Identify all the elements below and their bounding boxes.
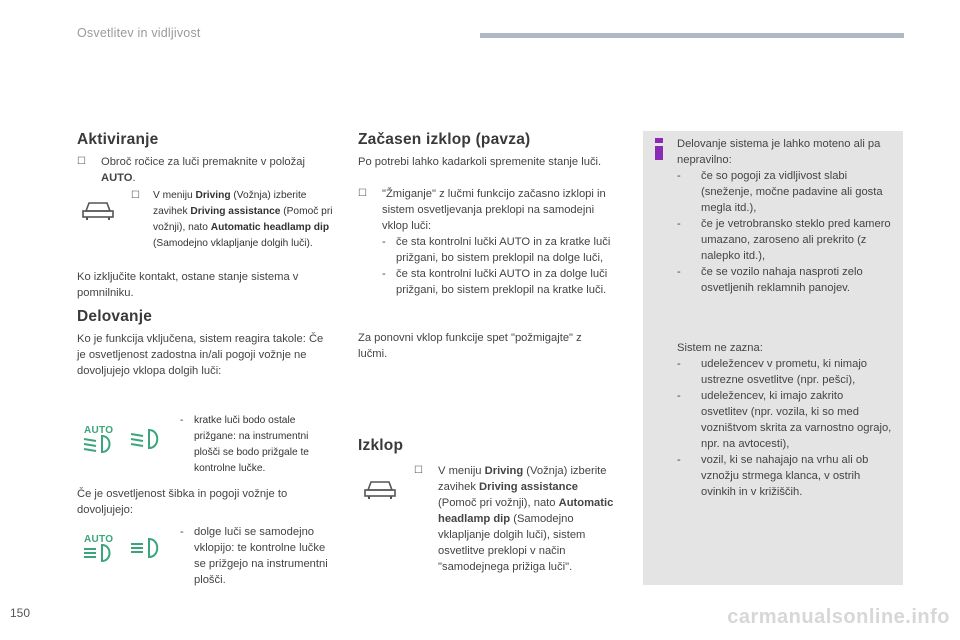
step-ring-auto: ☐ Obroč ročice za luči premaknite v položaj AUTO. bbox=[77, 156, 305, 184]
info-intro-2: Sistem ne zazna: bbox=[677, 342, 763, 354]
checkbox-bullet-icon: ☐ bbox=[131, 190, 140, 201]
info-icon bbox=[653, 138, 665, 160]
chapter-title: Osvetlitev in vidljivost bbox=[77, 26, 201, 40]
case-high-beam: - dolge luči se samodejno vklopijo: te kontrolne lučke se prižgejo na instrumentni plošči. bbox=[180, 526, 328, 586]
heading-delovanje: Delovanje bbox=[77, 308, 153, 325]
info-intro: Delovanje sistema je lahko moteno ali pa nepravilno: bbox=[677, 138, 881, 166]
low-beam-icon bbox=[129, 427, 163, 451]
memory-text: Ko izključite kontakt, ostane stanje sistema v pomnilniku. bbox=[77, 271, 299, 299]
checkbox-bullet-icon: ☐ bbox=[77, 156, 86, 167]
auto-low-beam-icon bbox=[82, 433, 116, 455]
info-limitations: Delovanje sistema je lahko moteno ali pa nepravilno: - če so pogoji za vidljivost slabi (sneženje, močne padavine ali gosta megla itd.), - če je vetrobransko steklo pred kamero umazano, zaroseno ali prekrito (z nalepko itd.), - če se vozilo nahaja nasproti zelo osvetljenih reklamnih panojev. bbox=[677, 138, 891, 294]
auto-indicator-label: AUTO bbox=[84, 534, 114, 545]
case-low-beam: - kratke luči bodo ostale prižgane: na instrumentni plošči se bodo prižgale te kontrolne lučke. bbox=[180, 415, 309, 474]
delovanje-text: Ko je funkcija vključena, sistem reagira takole: Če je osvetljenost zadostna in/ali pogoji vožnje ne dovoljujejo vklopa dolgih luči: bbox=[77, 333, 324, 377]
high-beam-icon bbox=[129, 536, 163, 560]
car-icon bbox=[364, 478, 396, 500]
reenable-text: Za ponovni vklop funkcije spet "požmigajte" z lučmi. bbox=[358, 332, 582, 360]
auto-indicator-label: AUTO bbox=[84, 425, 114, 436]
heading-izklop: Izklop bbox=[358, 437, 404, 454]
watermark: carmanualsonline.info bbox=[727, 606, 950, 628]
weak-light-text: Če je osvetljenost šibka in pogoji vožnje to dovoljujejo: bbox=[77, 488, 288, 516]
off-instruction: ☐ V meniju Driving (Vožnja) izberite zavihek Driving assistance (Pomoč pri vožnji), nato Automatic headlamp dip (Samodejno vklapljanje dolgih luči), sistem osvetlitve preklopi v način "samodejnega prižiga luči". bbox=[414, 465, 614, 573]
page-number: 150 bbox=[10, 606, 31, 620]
pause-intro: Po potrebi lahko kadarkoli spremenite stanje luči. bbox=[358, 156, 602, 168]
header-accent-bar bbox=[480, 33, 904, 38]
heading-aktiviranje: Aktiviranje bbox=[77, 131, 159, 148]
menu-instruction: ☐ V meniju Driving (Vožnja) izberite zavihek Driving assistance (Pomoč pri vožnji), nato Automatic headlamp dip (Samodejno vklapljanje dolgih luči). bbox=[131, 190, 333, 249]
checkbox-bullet-icon: ☐ bbox=[358, 188, 367, 199]
heading-pause: Začasen izklop (pavza) bbox=[358, 131, 531, 148]
info-not-detected: Sistem ne zazna: - udeležencev v prometu, ki nimajo ustrezne osvetlitve (npr. pešci), - udeležencev, ki imajo zakrito osvetlitev (npr. vozila, ki so med vozništvom skrita za varnostno ograjo, npr. na avtocesti), - vozil, ki se nahajajo na vrhu ali ob vznožju strmega klanca, v ostrih ovinkih in v križiščih. bbox=[677, 342, 892, 498]
flash-step: ☐ "Žmiganje" z lučmi funkcijo začasno izklopi in sistem osvetljevanja preklopi na samodejni vklop luči: - če sta kontrolni lučki AUTO in za kratke luči prižgani, bo sistem preklopil na dolge luči, - če sta kontrolni lučki AUTO in za dolge luči prižgani, bo sistem preklopil na kratke luči. bbox=[358, 188, 611, 296]
auto-high-beam-icon bbox=[82, 542, 116, 564]
checkbox-bullet-icon: ☐ bbox=[414, 465, 423, 476]
car-icon bbox=[82, 199, 114, 221]
